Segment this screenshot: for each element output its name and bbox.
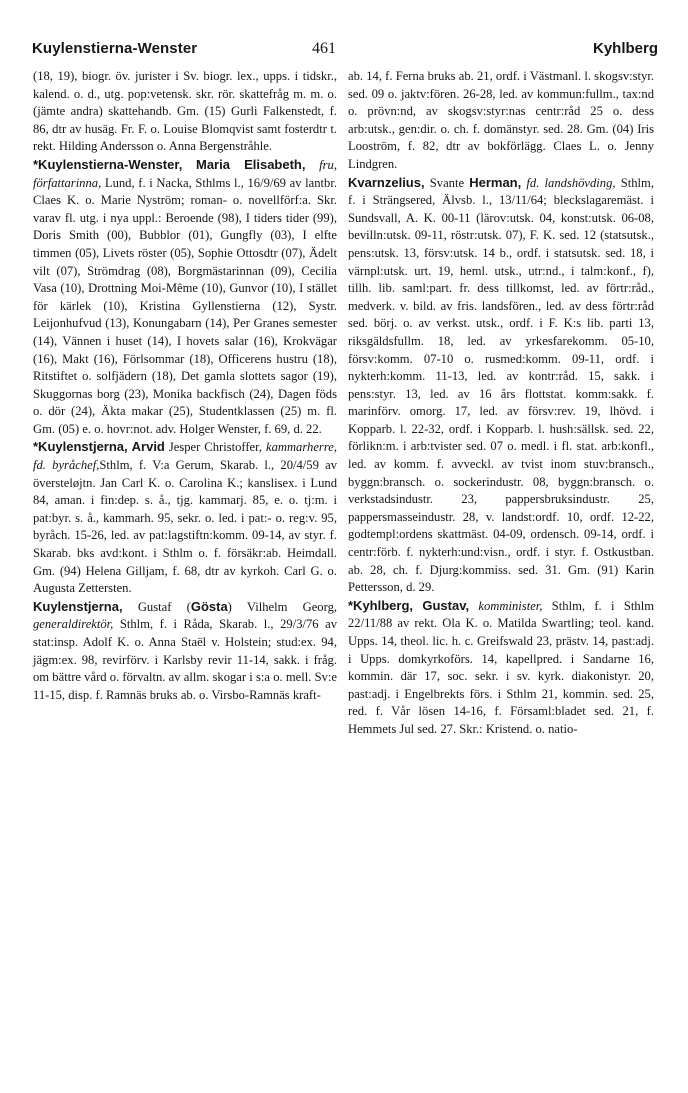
entry-other-names: Vilhelm Georg,	[246, 599, 338, 614]
entry-text: Sthlm, f. V:a Gerum, Skarab. l., 20/4/59 av översteløjtn. Jan Carl K. o. Carolina K.; kanslisex. i Lund 84, aman. i fin:dep. s. å., tjg. kammarj. 85, e. o. tj:m. i pat:byr. s. å., kammarh. 95, sekr. o. led. i pat:- o. reg:v. 95, byråch. 15-26, led. av pat:lagstiftn:komm. 09-14, av styr. f. Skarab. bks avd:kont. i Sthlm o. f. försäkr:ab. Heimdall. Gm. (94) Helena Gilljam, f. 68, dtr av kyrkoh. Carl G. o. Augusta Zettersten.	[33, 458, 337, 596]
continued-entry-text	[348, 68, 654, 174]
entry-title: generaldirektör,	[33, 617, 114, 632]
entry-title: kammarherre, fd. byråchef,	[33, 440, 337, 473]
entry-kuylenstjerna-arvid	[33, 438, 337, 597]
header-right-title: Kyhlberg	[592, 40, 658, 57]
entry-text: ab. 14, f. Ferna bruks ab. 21, ordf. i Västmanl. l. skogsv:styr. sed. 09 o. jaktv:fören. 26-28, led. av kommun:fullm., tax:nd o. prövn:nd, av skogsv:styr:nas centr:råd 25 o. dess arb:utsk., gen:dir. o. ch. f. domänstyr. sed. 28. Gm. (04) Iris Looström, f. 82, dtr av bokförlägg. Claes L. o. Jenny Lindgren.	[348, 69, 654, 171]
entry-given-name: Arvid	[131, 439, 165, 455]
continued-entry-text	[33, 68, 337, 156]
entry-given-prefix: Gustaf (	[137, 599, 191, 614]
left-column	[33, 68, 337, 704]
entry-given-name: Herman,	[469, 174, 522, 190]
entry-surname: Kvarnzelius,	[348, 174, 425, 190]
header-left-title: Kuylenstierna-Wenster	[32, 40, 198, 57]
right-column	[348, 68, 654, 739]
entry-title: komminister,	[478, 598, 543, 613]
entry-kuylenstjerna-gosta	[33, 598, 337, 705]
entry-text: (18, 19), biogr. öv. jurister i Sv. biogr. lex., upps. i tidskr., kalend. o. d., utg. pop:vetensk. skr. rör. skattefråg m. m. o. (jämte andra) skattehandb. Gm. (15) Gurli Falkenstedt, f. 86, dtr av husäg. Fr. F. o. Louise Blomqvist samt fosterdtr t. rekt. Hilding Andersson o. Anna Bergenstråhle.	[33, 69, 337, 154]
entry-text: Sthlm, f. i Råda, Skarab. l., 29/3/76 av stat:insp. Adolf K. o. Anna Staël v. Holstein; stud:ex. 94, jägm:ex. 98, revirförv. i Karlsby revir 11-14, sakk. i fråg. om bättre vård o. förvaltn. av allm. skogar i s:a o. mell. Sv:e 11-15, disp. f. Ramnäs bruks ab. o. Virsbo-Ramnäs kraft-	[33, 617, 338, 702]
entry-text: Sthlm, f. i Sthlm 22/11/88 av rekt. Ola K. o. Matilda Swartling; teol. kand. Upps. 14, theol. lic. h. c. Greifswald 23, prästv. 14, past:adj. i Upps. domkyrkoförs. 14, kapellpred. i Sandarne 16, kommin. där 17, soc. sekr. i sv. kyrk. diakonistyr. 20, past:adj. i Engelbrekts förs. i Sthlm 21, kommin. sed. 25, red. f. Vår lösen 14-16, f. Församl:bladet sed. 21, f. Hemmets Jul sed. 27. Skr.: Kristend. o. natio-	[348, 598, 654, 736]
page-number: 461	[312, 40, 336, 57]
entry-kvarnzelius	[348, 174, 654, 597]
entry-surname: Kuylenstjerna,	[33, 598, 123, 614]
entry-kuylenstierna-wenster	[33, 156, 337, 439]
entry-given-prefix: Svante	[429, 175, 465, 190]
entry-given-name: Gustav,	[422, 597, 470, 613]
entry-kyhlberg	[348, 597, 654, 739]
entry-other-names: Jesper Christoffer,	[168, 440, 262, 455]
running-header	[32, 40, 658, 62]
entry-title: fd. landshövding,	[526, 175, 616, 190]
entry-title: fru, författarinna,	[33, 157, 338, 190]
entry-given-name: Maria Elisabeth,	[195, 156, 306, 172]
entry-surname: *Kuylenstierna-Wenster,	[33, 156, 183, 172]
entry-given-name: Gösta	[190, 598, 228, 614]
entry-given-suffix: )	[227, 599, 232, 614]
entry-surname: *Kyhlberg,	[348, 597, 414, 613]
entry-text: Lund, f. i Nacka, Sthlms l., 16/9/69 av lantbr. Claes K. o. Marie Nyström; roman- o. novellförf:a. Skr. varav fl. utg. i nya uppl.: Beroende (98), I tiders tider (99), Doris Smith (00), Bubblor (01), Gungfly (03), I elfte timmen (05), Livets röster (05), Sophie Ottosdtr (07), Ädelt vilt (07), Strömdrag (08), Borgmästarinnan (09), Cecilia Vasa (10), Drottning Moi-Même (10), Gunvor (10), I stället för kärlek (10), Kristina Gyllenstierna (12), Systr. Leijonhufvud (13), Konungabarn (14), Per Granes semester (14), Vännen i huset (14), I hovets salar (16), Krokvägar (16), Makt (16), Förlsommar (18), Officerens hustru (18), Ritstiftet o. solfjädern (18), Det gamla slottets sagor (19), Skuggornas borg (23), Monika backfisch (24), Dagen föds o. dör (24), Äkta makar (25), Studentklassen (25) m. fl. Gm. (05) e. o. hovr:not. adv. Holger Wenster, f. 69, d. 22.	[33, 175, 337, 436]
entry-text: Sthlm, f. i Strängsered, Älvsb. l., 13/11/64; bleckslagaremäst. i Sundsvall, A. K. 00-11 (lärov:utsk. 04, konst:utsk. 06-08, bevilln:utsk. 09-11, röstr:utsk. 07), F. K. sed. 12 (statsutsk., pens:utsk. 13, försv:utsk. 14 b., ordf. i statsutsk. sed. 18, i värnpl:utsk. urt. 19, heml. utsk., utr:nd., i talm:konf., f), tillh. lib. saml:part. fr. dess tillkomst, led. av förtr:råd., medverk. v. bild. av fris. landsfören., led. av dess förtr:råd sed. börj. o. av verkst. utsk., ordf. i F. K:s lib. parti 13, riksgäldsfullm. 18, led. av yrkesfarekomm. 05-10, försv:komm. 07-10 o. rusmed:komm. 09-11, ordf. i nykterh:komm. 11-13, led. av kontr:råd. 15, sakk. i pens:styr. 13, led. av 16 års flottstat. komm:sakk. f. marinförv. omorg. 17, led. av försv:rev. 19, lhövd. i Kopparb. l. 22-32, ordf. i Kopparb. l. hush:sällsk. sed. 22, förlikn:m. i arb:tvister sed. 07 o. medl. i fl. stat. arb:konfl., led. av komm. f. avveckl. av tvist inom stuv:bransch., byggn:bransch. o. sockerindustr. 08, byggn:bransch. o. verkstadsindustr. 23, pappersbruksindustr. 25, pappersmasseindustr. 28, v. landst:ordf. 10, ordf. 12-22, godtempl:ordens skattmäst. 04-09, ordensch. 09-14, ordf. i centr:förb. f. nykterh:und:visn., ordf. i styr. f. Ostkustban. ab. 28, ch. f. Djurg:kommiss. sed. 31. Gm. (91) Karin Pettersson, d. 29.	[348, 175, 654, 595]
entry-surname: *Kuylenstjerna,	[33, 439, 128, 455]
